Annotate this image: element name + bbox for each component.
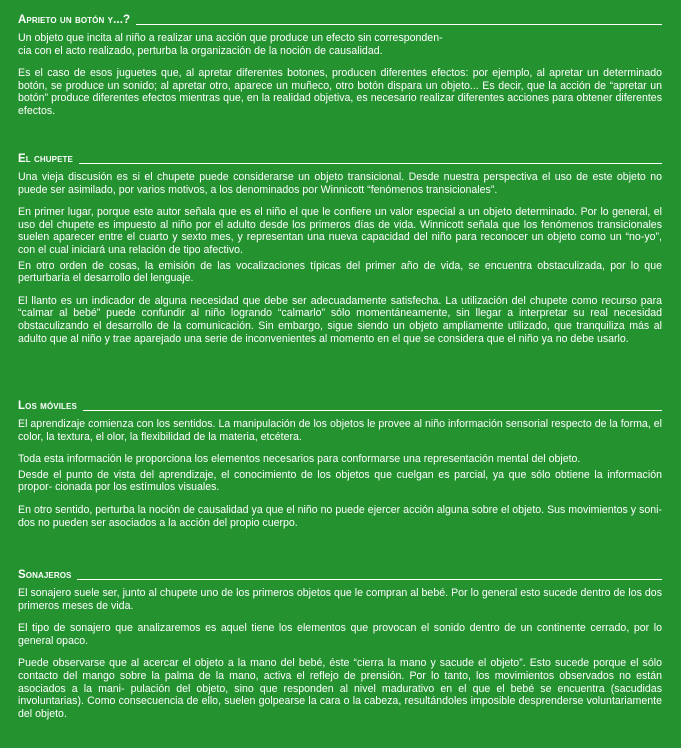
heading-rule — [136, 24, 662, 25]
paragraph: Es el caso de esos juguetes que, al apretar diferentes botones, producen diferentes efectos: por ejemplo, al apretar un determinado botón, se produce un sonido; al apretar otro, aparece un muñeco, otro botón dispara un objeto... Es decir, que la acción de “apretar un botón” produce diferentes efectos mientras que, en la realidad objetiva, es necesario realizar diferentes acciones para obtener diferentes efectos. — [18, 67, 662, 117]
heading-rule — [79, 163, 662, 164]
heading-rule — [77, 579, 662, 580]
section-los-moviles — [18, 400, 662, 539]
paragraph: Desde el punto de vista del aprendizaje, el conocimiento de los objetos que cuelgan es parcial, ya que sólo obtiene la información propor- cionada por los estímulos visuales. — [18, 468, 662, 494]
section-sonajeros — [18, 569, 662, 730]
paragraph: Un objeto que incita al niño a realizar una acción que produce un efecto sin corresponden- cia con el acto realizado, perturba la organización de la noción de causalidad. — [18, 32, 443, 57]
paragraph: En otro orden de cosas, la emisión de las vocalizaciones típicas del primer año de vida, se encuentra obstaculizada, por lo que perturbaría el desarrollo del lenguaje. — [18, 259, 662, 285]
section-title: Aprieto un botón y...? — [18, 14, 131, 26]
heading-rule — [83, 410, 662, 411]
paragraph: El aprendizaje comienza con los sentidos. La manipulación de los objetos le provee al niño información sensorial respecto de la forma, el color, la textura, el olor, la flexibilidad de la materia, etcétera. — [18, 418, 662, 443]
paragraph: El sonajero suele ser, junto al chupete uno de los primeros objetos que le compran al bebé. Por lo general esto sucede dentro de los dos primeros meses de vida. — [18, 587, 662, 612]
paragraph: Toda esta información le proporciona los elementos necesarios para conformarse una representación mental del objeto. — [18, 453, 581, 466]
paragraph: El llanto es un indicador de alguna necesidad que debe ser adecuadamente satisfecha. La utilización del chupete como recurso para “calmar al bebé” puede confundir al niño logrando “calmarlo” sólo momentáneamente, sin llegar a interpretar su real necesidad obstaculizando el desarrollo de la comunicación. Sin embargo, sigue siendo un objeto ampliamente utilizado, que tranquiliza más al adulto que al niño y trae aparejado una serie de inconvenientes al momento en el que se considera que el niño ya no debe usarlo. — [18, 294, 662, 345]
section-title: El chupete — [18, 153, 73, 165]
paragraph: En otro sentido, perturba la noción de causalidad ya que el niño no puede ejercer acción alguna sobre el objeto. Sus movimientos y soni- dos no pueden ser asociados a la acción del propio cuerpo. — [18, 503, 662, 529]
section-el-chupete — [18, 153, 662, 355]
paragraph: En primer lugar, porque este autor señala que es el niño el que le confiere un valor especial a un objeto determinado. Por lo general, el uso del chupete es impuesto al niño por el adulto desde los primeros días de vida. Winnicott señala que los fenómenos transicionales suelen aparecer entre el cuarto y sexto mes, y representan una nueva capacidad del niño para reconocer un objeto como un “no-yo”, con el cual iniciará una relación de tipo afectivo. — [18, 206, 662, 256]
section-heading — [18, 569, 662, 582]
paragraph: Una vieja discusión es si el chupete puede considerarse un objeto transicional. Desde nuestra perspectiva el uso de este objeto no puede ser asimilado, por varios motivos, a los denominados por Winnicott “fenómenos transicionales”. — [18, 171, 662, 196]
paragraph: Puede observarse que al acercar el objeto a la mano del bebé, éste “cierra la mano y sacude el objeto”. Esto sucede porque el sólo contacto del mango sobre la palma de la mano, activa el reflejo de prensión. Por lo tanto, los movimientos observados no están asociados a la mani- pulación del objeto, sino que responden al nivel madurativo en el que el bebé se encuentra (sacudidas involuntarias). Como consecuencia de ello, suelen golpearse la cara o la cabeza, resultándoles imposible desprenderse voluntariamente del objeto. — [18, 657, 662, 720]
section-heading — [18, 400, 662, 413]
paragraph: El tipo de sonajero que analizaremos es aquel tiene los elementos que provocan el sonido dentro de un continente cerrado, por lo general opaco. — [18, 622, 662, 647]
section-title: Sonajeros — [18, 569, 72, 581]
section-heading — [18, 14, 662, 27]
section-title: Los móviles — [18, 400, 77, 412]
section-heading — [18, 153, 662, 166]
section-aprieto-un-boton — [18, 14, 662, 128]
